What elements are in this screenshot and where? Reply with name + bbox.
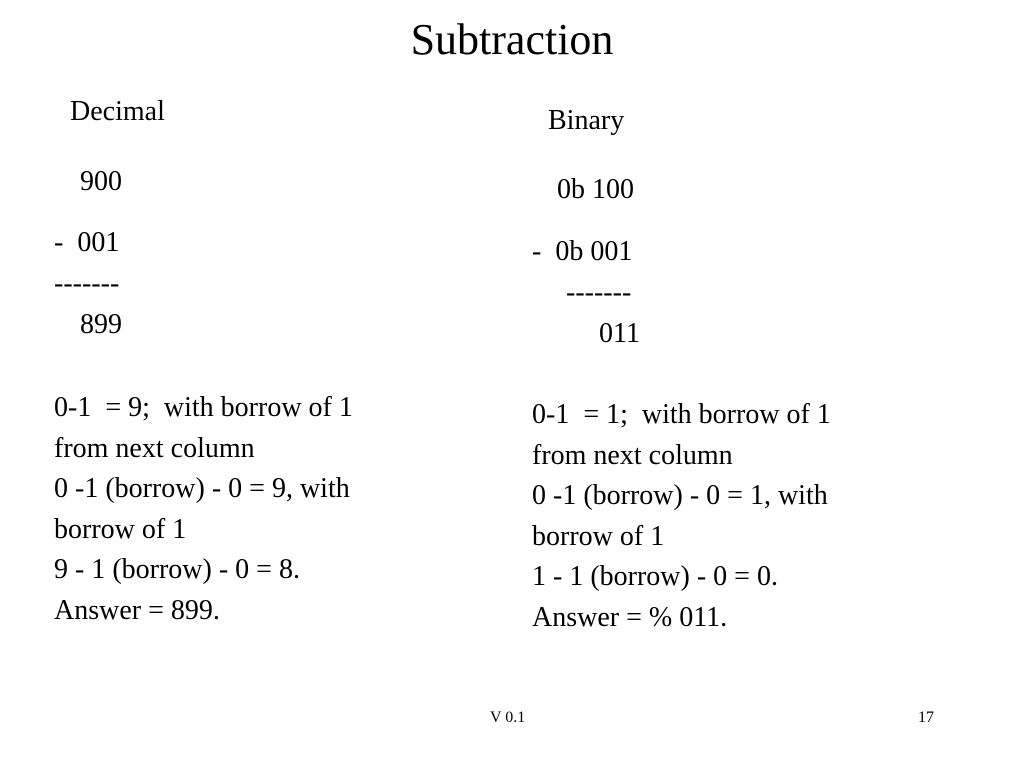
binary-explanation-line: Answer = % 011. xyxy=(532,601,728,633)
binary-minuend: 0b 100 xyxy=(557,174,634,205)
footer-version: V 0.1 xyxy=(490,709,526,726)
decimal-explanation xyxy=(54,388,353,631)
decimal-explanation-line: from next column xyxy=(54,432,255,464)
binary-explanation-line: 0 -1 (borrow) - 0 = 1, with xyxy=(532,480,828,511)
binary-explanation-line: borrow of 1 xyxy=(532,520,665,552)
decimal-minuend: 900 xyxy=(80,166,122,197)
binary-result: 011 xyxy=(599,318,640,349)
binary-heading: Binary xyxy=(548,105,625,136)
slide-title: Subtraction xyxy=(410,15,614,64)
binary-explanation-line: 1 - 1 (borrow) - 0 = 0. xyxy=(532,561,778,592)
decimal-heading: Decimal xyxy=(70,96,165,127)
binary-subtrahend: - 0b 001 xyxy=(532,236,633,267)
page-number: 17 xyxy=(918,709,934,726)
decimal-explanation-line: 0-1 = 9; with borrow of 1 xyxy=(54,392,353,423)
decimal-subtrahend: - 001 xyxy=(54,227,120,258)
binary-explanation-line: from next column xyxy=(532,439,733,471)
decimal-explanation-line: Answer = 899. xyxy=(54,594,220,626)
binary-rule: ------- xyxy=(566,277,632,308)
binary-explanation-line: 0-1 = 1; with borrow of 1 xyxy=(532,399,831,430)
decimal-explanation-line: borrow of 1 xyxy=(54,513,187,545)
binary-explanation xyxy=(532,395,831,638)
decimal-rule: ------- xyxy=(54,268,120,299)
decimal-result: 899 xyxy=(80,309,122,340)
decimal-explanation-line: 0 -1 (borrow) - 0 = 9, with xyxy=(54,473,350,504)
decimal-explanation-line: 9 - 1 (borrow) - 0 = 8. xyxy=(54,554,300,585)
